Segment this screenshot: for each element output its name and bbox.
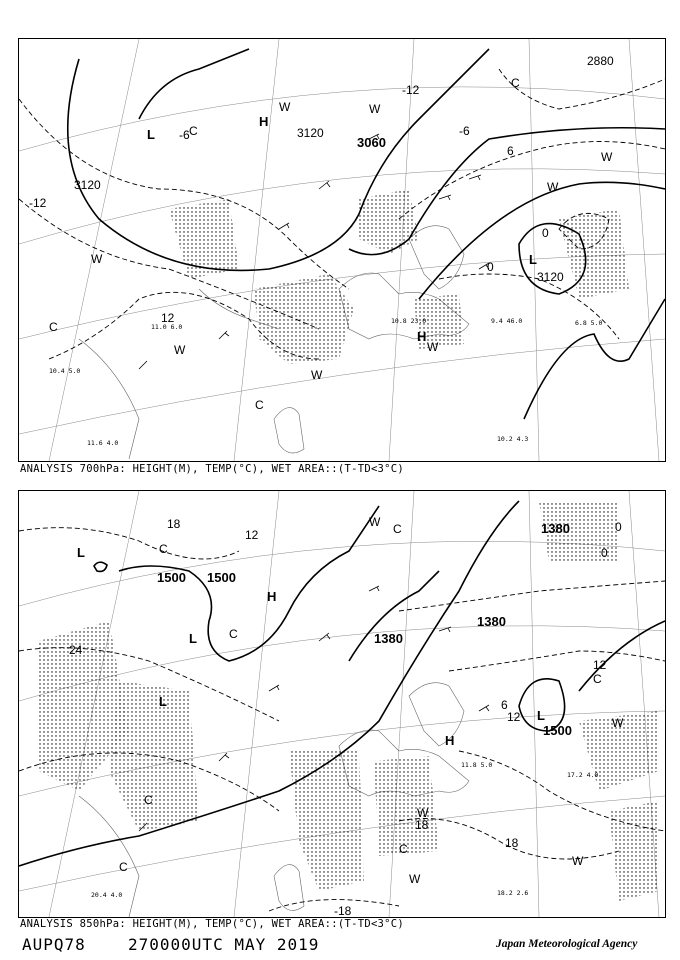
temp-label: 24 xyxy=(69,643,83,657)
cold-center-mark: C xyxy=(49,320,58,334)
low-center-mark: L xyxy=(529,252,537,267)
warm-center-mark: W xyxy=(174,343,186,357)
cold-center-mark: C xyxy=(393,522,402,536)
low-center-mark: L xyxy=(159,694,167,709)
station-plot: 11.0 6.0 xyxy=(151,323,183,331)
height-label: 1380 xyxy=(477,614,506,629)
station-plot: 11.6 4.0 xyxy=(87,439,119,447)
low-center-mark: L xyxy=(147,127,155,142)
cold-center-mark: C xyxy=(159,542,168,556)
low-center-mark: L xyxy=(77,545,85,560)
temp-label: -12 xyxy=(29,196,47,210)
temp-label: 0 xyxy=(542,226,549,240)
warm-center-mark: W xyxy=(279,100,291,114)
height-label: 1500 xyxy=(157,570,186,585)
station-plot: 9.4 46.0 xyxy=(491,317,523,325)
temp-label: 0 xyxy=(615,520,622,534)
cold-center-mark: C xyxy=(189,124,198,138)
high-center-mark: H xyxy=(417,329,427,344)
warm-center-mark: W xyxy=(547,180,559,194)
caption-700hpa: ANALYSIS 700hPa: HEIGHT(M), TEMP(°C), WET AREA::(T-TD<3°C) xyxy=(20,463,405,475)
station-plot: 10.8 23.0 xyxy=(391,317,427,325)
temp-label: -6 xyxy=(179,128,190,142)
cold-center-mark: C xyxy=(144,793,153,807)
valid-time: 270000UTC MAY 2019 xyxy=(128,935,320,954)
high-center-mark: H xyxy=(267,589,277,604)
height-label: 1500 xyxy=(543,723,572,738)
cold-center-mark: C xyxy=(119,860,128,874)
temp-label: 12 xyxy=(245,528,259,542)
map-700hpa xyxy=(19,39,665,461)
temp-label: 6 xyxy=(507,144,514,158)
temp-label: 12 xyxy=(593,658,607,672)
cold-center-mark: C xyxy=(593,672,602,686)
low-center-mark: L xyxy=(537,708,545,723)
temp-label: 12 xyxy=(161,311,175,325)
map-850hpa xyxy=(19,491,665,917)
height-label: 1380 xyxy=(374,631,403,646)
temp-label: 18 xyxy=(167,517,181,531)
station-plot: 6.8 5.0 xyxy=(575,319,603,327)
warm-center-mark: W xyxy=(311,368,323,382)
warm-center-mark: W xyxy=(409,872,421,886)
product-code: AUPQ78 xyxy=(22,935,86,954)
warm-center-mark: W xyxy=(612,716,624,730)
station-plot: 17.2 4.0 xyxy=(567,771,599,779)
height-label: 3120 xyxy=(537,270,564,284)
caption-850hpa: ANALYSIS 850hPa: HEIGHT(M), TEMP(°C), WET AREA::(T-TD<3°C) xyxy=(20,918,405,930)
warm-center-mark: W xyxy=(369,515,381,529)
temp-label: -12 xyxy=(402,83,420,97)
warm-center-mark: W xyxy=(427,340,439,354)
height-label: 1380 xyxy=(541,521,570,536)
cold-center-mark: C xyxy=(399,842,408,856)
chart-panel-850hpa xyxy=(18,490,666,918)
temp-label: 6 xyxy=(501,698,508,712)
low-center-mark: L xyxy=(189,631,197,646)
temp-label: 0 xyxy=(601,546,608,560)
temp-center-group xyxy=(119,515,624,886)
warm-center-mark: W xyxy=(417,806,429,820)
height-label: 1500 xyxy=(207,570,236,585)
wet-area xyxy=(39,501,659,901)
cold-center-mark: C xyxy=(229,627,238,641)
height-label: 3120 xyxy=(297,126,324,140)
station-plot: 20.4 4.0 xyxy=(91,891,123,899)
height-label: 3060 xyxy=(357,135,386,150)
agency-credit: Japan Meteorological Agency xyxy=(496,938,638,950)
warm-center-mark: W xyxy=(572,854,584,868)
station-plot: 18.2 2.6 xyxy=(497,889,529,897)
warm-center-mark: W xyxy=(91,252,103,266)
temp-label: 18 xyxy=(415,818,429,832)
high-center-mark: H xyxy=(445,733,455,748)
cold-center-mark: C xyxy=(511,76,520,90)
station-plot: 11.8 5.0 xyxy=(461,761,493,769)
warm-center-mark: W xyxy=(601,150,613,164)
station-plot: 10.4 5.0 xyxy=(49,367,81,375)
height-label: 3120 xyxy=(74,178,101,192)
temp-label: 0 xyxy=(487,260,494,274)
temp-label: -18 xyxy=(334,904,352,917)
temp-label: 12 xyxy=(507,710,521,724)
cold-center-mark: C xyxy=(255,398,264,412)
height-label: 2880 xyxy=(587,54,614,68)
high-center-mark: H xyxy=(259,114,269,129)
warm-center-mark: W xyxy=(369,102,381,116)
chart-panel-700hpa xyxy=(18,38,666,462)
station-plot: 10.2 4.3 xyxy=(497,435,529,443)
temp-label: 18 xyxy=(505,836,519,850)
temp-label: -6 xyxy=(459,124,470,138)
height-label-group xyxy=(157,521,572,738)
